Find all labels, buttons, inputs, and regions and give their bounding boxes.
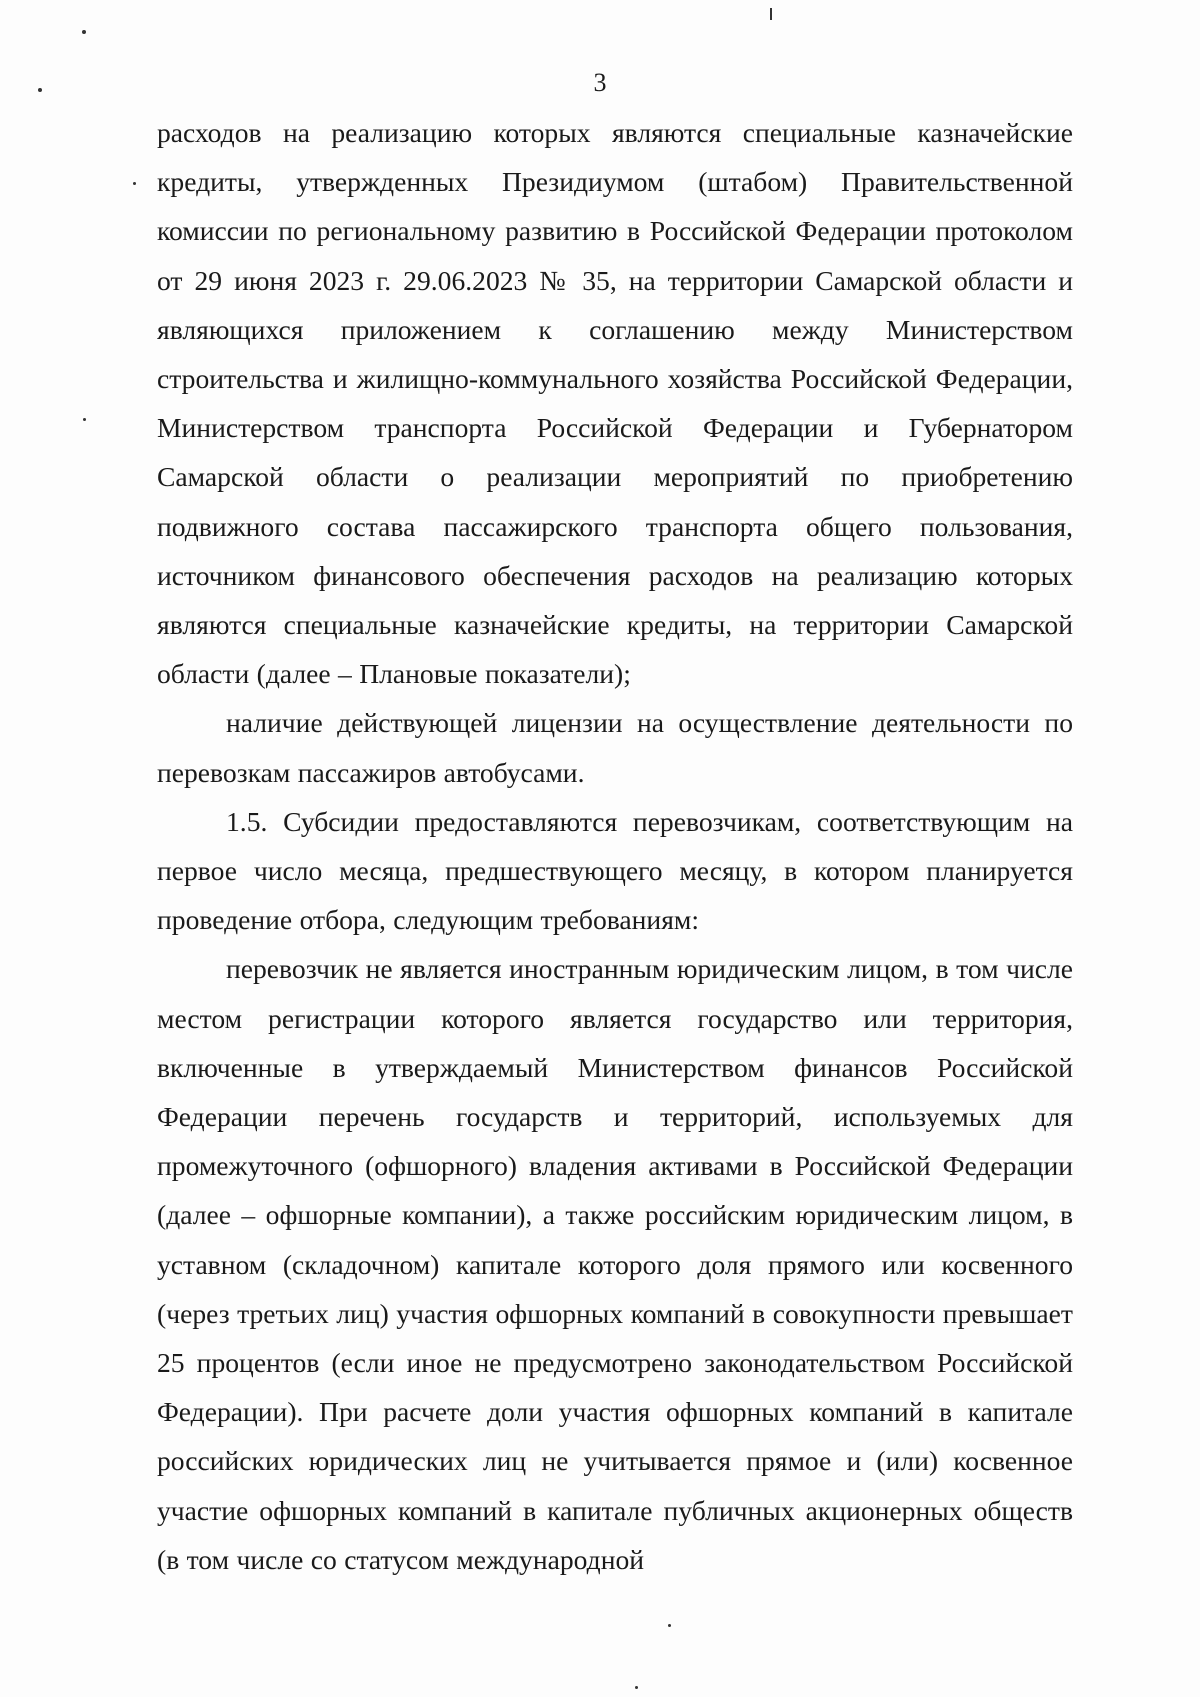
scan-artifact-speck	[82, 30, 86, 34]
scan-artifact-speck	[635, 1686, 638, 1689]
paragraph: 1.5. Субсидии предоставляются перевозчикам, соответствующим на первое число месяца, предшествующего месяцу, в котором планируется проведение отбора, следующим требованиям:	[157, 805, 1073, 936]
paragraph: расходов на реализацию которых являются специальные казначейские кредиты, утвержденных Президиумом (штабом) Правительственной комиссии по региональному развитию в Российской Федерации протоколом от 29 июня 2023 г. 29.06.2023 № 35, на территории Самарской области и являющихся приложением к соглашению между Министерством строительства и жилищно-коммунального хозяйства Российской Федерации, Министерством транспорта Российской Федерации и Губернатором Самарской области о реализации мероприятий по приобретению подвижного состава пассажирского транспорта общего пользования, источником финансового обеспечения расходов на реализацию которых являются специальные казначейские кредиты, на территории Самарской области (далее – Плановые показатели);	[157, 117, 1073, 690]
document-body	[157, 108, 1073, 1584]
paragraph: наличие действующей лицензии на осуществление деятельности по перевозкам пассажиров автобусами.	[157, 707, 1073, 788]
page-number: 3	[593, 68, 607, 97]
scan-artifact-speck	[668, 1624, 671, 1627]
paragraph: перевозчик не является иностранным юридическим лицом, в том числе местом регистрации которого является государство или территория, включенные в утверждаемый Министерством финансов Российской Федерации перечень государств и территорий, используемых для промежуточного (офшорного) владения активами в Российской Федерации (далее – офшорные компании), а также российским юридическим лицом, в уставном (складочном) капитале которого доля прямого или косвенного (через третьих лиц) участия офшорных компаний в совокупности превышает 25 процентов (если иное не предусмотрено законодательством Российской Федерации). При расчете доли участия офшорных компаний в капитале российских юридических лиц не учитывается прямое и (или) косвенное участие офшорных компаний в капитале публичных акционерных обществ (в том числе со статусом международной	[157, 953, 1073, 1575]
scan-artifact-speck	[133, 182, 136, 185]
scan-artifact-mark	[770, 8, 772, 20]
scan-artifact-speck	[83, 418, 86, 421]
